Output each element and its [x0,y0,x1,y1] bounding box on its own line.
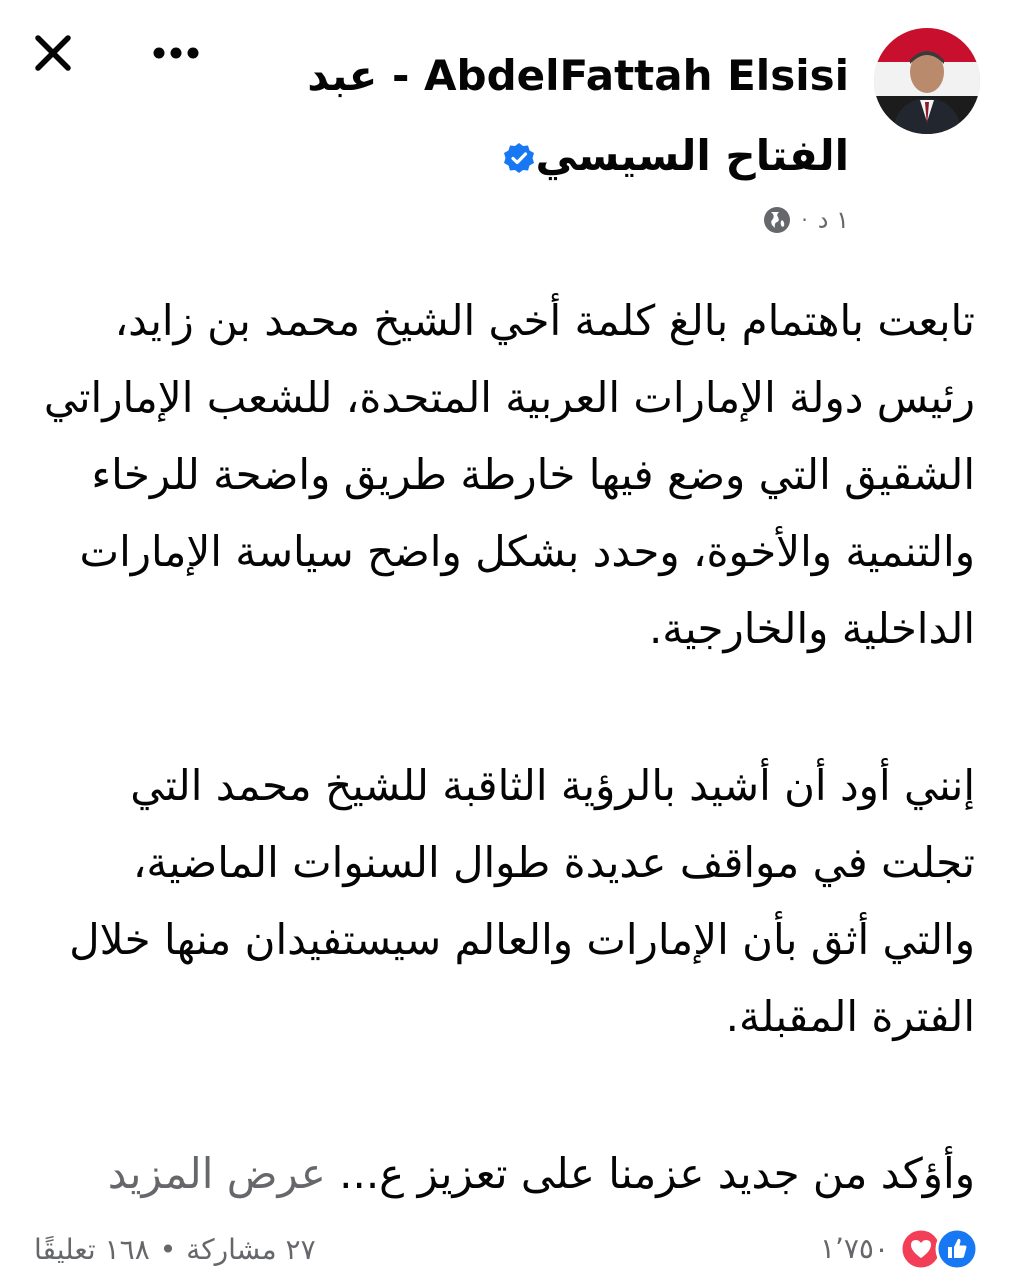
post-paragraph-2: إنني أود أن أشيد بالرؤية الثاقبة للشيخ محمد التي تجلت في مواقف عديدة طوال السنوات الماضية، والتي أثق بأن الإمارات والعالم سيستفيدان منها خلال الفترة المقبلة. [69,761,975,1041]
close-icon [32,32,74,74]
globe-icon[interactable] [763,206,791,234]
post-paragraph-1: تابعت باهتمام بالغ كلمة أخي الشيخ محمد بن زايد، رئيس دولة الإمارات العربية المتحدة، للشعب الإماراتي الشقيق التي وضع فيها خارطة طريق واضحة للرخاء والتنمية والأخوة، وحدد بشكل واضح سياسة الإمارات الداخلية والخارجية. [43,296,975,653]
comments-count[interactable]: ١٦٨ تعليقًا [34,1232,150,1266]
avatar[interactable] [874,28,980,134]
post-paragraph-3-text: وأؤكد من جديد عزمنا على تعزيز ع... [339,1149,975,1198]
reactions-summary[interactable] [820,1224,979,1274]
author-name-link[interactable] [209,36,849,196]
more-options-button[interactable] [148,36,204,70]
close-button[interactable] [28,28,78,78]
reaction-icons [899,1227,979,1271]
author-name: AbdelFattah Elsisi - عبد الفتاح السيسي [307,51,849,180]
meta-separator: · [801,208,808,232]
post-time[interactable]: ١ د [817,206,849,234]
post-paragraph-3 [30,1135,975,1212]
like-reaction-icon [935,1227,979,1271]
verified-badge-icon [502,142,536,176]
shares-count[interactable]: ٢٧ مشاركة [186,1232,316,1266]
stats-separator: • [159,1232,177,1266]
post-meta [763,200,849,240]
more-options-icon [151,46,201,60]
reaction-count: ١٬٧٥٠ [819,1232,889,1265]
profile-photo [874,28,980,134]
post-body [30,282,975,1212]
engagement-stats [34,1224,316,1274]
see-more-link[interactable]: عرض المزيد [107,1149,326,1198]
